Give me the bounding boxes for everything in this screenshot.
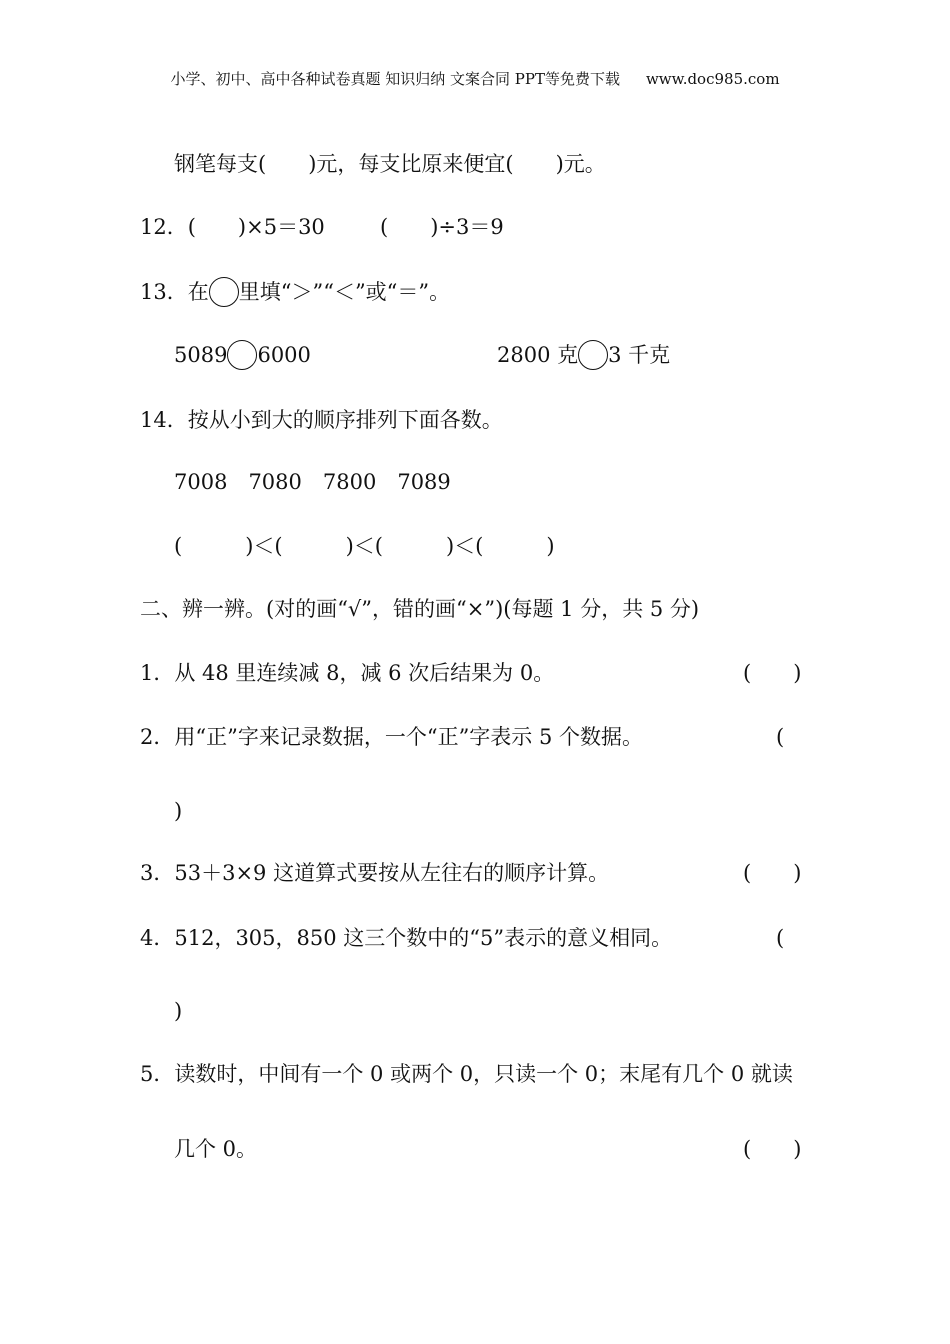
judge-q2: 2．用“正”字来记录数据，一个“正”字表示 5 个数据。	[140, 725, 644, 749]
header-url: www.doc985.com	[645, 70, 780, 88]
q13-intro-suffix: 里填“＞”“＜”或“＝”。	[238, 280, 451, 304]
judge-q3-answer-blank[interactable]: ( )	[743, 861, 802, 885]
judge-q3: 3．53＋3×9 这道算式要按从左往右的顺序计算。	[140, 861, 610, 885]
q13-left-number-b: 6000	[257, 343, 311, 367]
q13-compare-left	[174, 341, 311, 372]
q13-intro	[140, 278, 450, 309]
blank-circle-icon	[209, 277, 239, 307]
q14-answer-blanks: ( )＜( )＜( )＜( )	[174, 534, 555, 558]
answer-circle-icon[interactable]	[227, 340, 257, 370]
judge-q4: 4．512，305，850 这三个数中的“5”表示的意义相同。	[140, 926, 673, 950]
judge-q2-paren-close: )	[174, 799, 183, 823]
q13-compare-right	[497, 341, 670, 372]
judge-q1-answer-blank[interactable]: ( )	[743, 661, 802, 685]
header-promo-text: 小学、初中、高中各种试卷真题 知识归纳 文案合同 PPT等免费下载	[170, 70, 620, 88]
page-header	[0, 68, 950, 90]
judge-q5-line1: 5．读数时，中间有一个 0 或两个 0，只读一个 0；末尾有几个 0 就读	[140, 1062, 793, 1086]
q12-part-b: ( )÷3＝9	[380, 215, 504, 239]
judge-q4-paren-open[interactable]: (	[776, 926, 785, 950]
judge-q4-paren-close: )	[174, 999, 183, 1023]
q12-part-a: 12．( )×5＝30	[140, 215, 325, 239]
q13-right-value-a: 2800 克	[497, 343, 579, 367]
q14-intro: 14．按从小到大的顺序排列下面各数。	[140, 408, 503, 432]
answer-circle-icon[interactable]	[578, 340, 608, 370]
q14-numbers: 7008 7080 7800 7089	[174, 470, 451, 494]
q13-intro-prefix: 13．在	[140, 280, 209, 304]
judge-q5-line2: 几个 0。	[174, 1137, 258, 1161]
q11-continuation: 钢笔每支( )元，每支比原来便宜( )元。	[174, 152, 606, 176]
section-2-title: 二、辨一辨。(对的画“√”，错的画“×”)(每题 1 分，共 5 分)	[140, 597, 700, 621]
judge-q2-paren-open[interactable]: (	[776, 725, 785, 749]
judge-q5-answer-blank[interactable]: ( )	[743, 1137, 802, 1161]
q13-right-value-b: 3 千克	[608, 343, 671, 367]
judge-q1: 1．从 48 里连续减 8，减 6 次后结果为 0。	[140, 661, 555, 685]
q13-left-number-a: 5089	[174, 343, 228, 367]
